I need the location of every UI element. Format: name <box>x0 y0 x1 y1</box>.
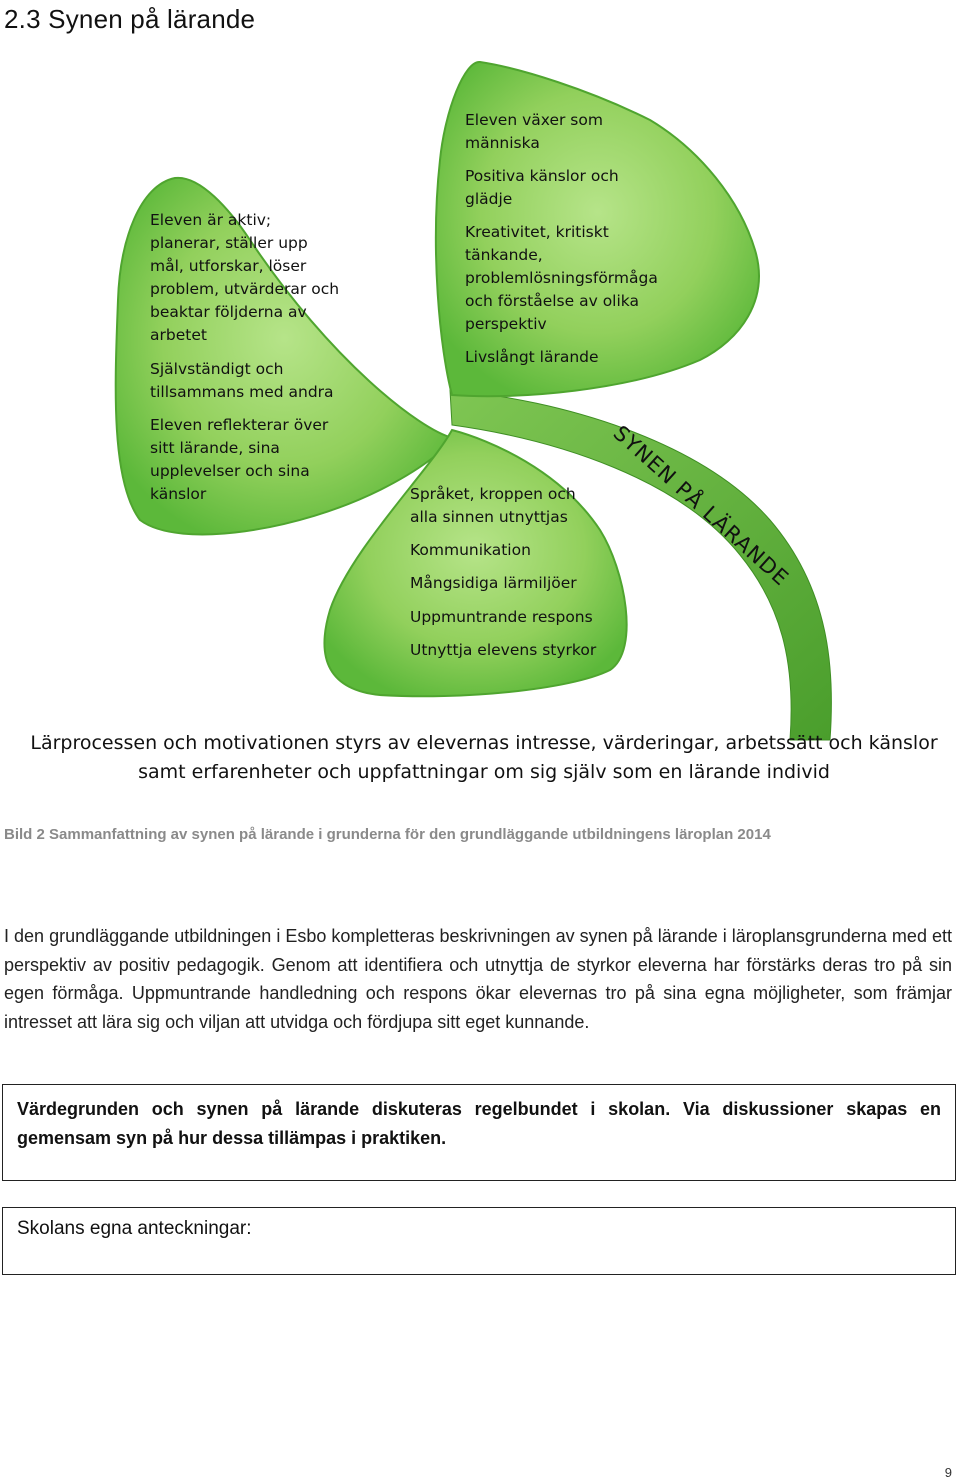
clover-leaf-left <box>116 178 453 535</box>
figure-caption: Bild 2 Sammanfattning av synen på lärande i grunderna för den grundläggande utbildningens läroplan 2014 <box>4 826 771 843</box>
svg-text:människa: människa <box>465 134 540 152</box>
svg-text:sitt lärande, sina: sitt lärande, sina <box>150 439 280 457</box>
svg-text:Självständigt och: Självständigt och <box>150 360 284 378</box>
svg-text:känslor: känslor <box>150 485 207 503</box>
banner-line-1: Lärprocessen och motivationen styrs av elevernas intresse, värderingar, arbetssätt och känslor <box>30 732 938 754</box>
notes-label: Skolans egna anteckningar: <box>17 1218 252 1239</box>
svg-text:problemlösningsförmåga: problemlösningsförmåga <box>465 269 658 287</box>
banner-line-2: samt erfarenheter och uppfattningar om sig själv som en lärande individ <box>138 761 830 783</box>
notes-box[interactable] <box>2 1207 956 1275</box>
highlight-text: Värdegrunden och synen på lärande diskuteras regelbundet i skolan. Via diskussioner skapas en gemensam syn på hur dessa tillämpas i praktiken. <box>17 1099 941 1148</box>
svg-text:Kommunikation: Kommunikation <box>410 541 531 559</box>
section-heading: 2.3 Synen på lärande <box>4 4 256 34</box>
svg-text:Livslångt lärande: Livslångt lärande <box>465 348 599 366</box>
svg-text:tillsammans med andra: tillsammans med andra <box>150 383 334 401</box>
svg-text:Eleven är aktiv;: Eleven är aktiv; <box>150 211 272 229</box>
page-number: 9 <box>944 1465 952 1480</box>
svg-text:arbetet: arbetet <box>150 326 207 344</box>
svg-text:Mångsidiga lärmiljöer: Mångsidiga lärmiljöer <box>410 574 577 592</box>
svg-text:Utnyttja elevens styrkor: Utnyttja elevens styrkor <box>410 641 597 659</box>
svg-text:perspektiv: perspektiv <box>465 315 547 333</box>
svg-text:alla sinnen utnyttjas: alla sinnen utnyttjas <box>410 508 568 526</box>
svg-text:mål, utforskar, löser: mål, utforskar, löser <box>150 257 307 275</box>
svg-text:Språket, kroppen och: Språket, kroppen och <box>410 485 576 503</box>
svg-text:Eleven växer som: Eleven växer som <box>465 111 603 129</box>
svg-text:Eleven reflekterar över: Eleven reflekterar över <box>150 416 329 434</box>
svg-text:planerar, ställer upp: planerar, ställer upp <box>150 234 308 252</box>
svg-text:tänkande,: tänkande, <box>465 246 543 264</box>
highlight-box <box>2 1084 956 1181</box>
svg-text:och förståelse av olika: och förståelse av olika <box>465 292 639 310</box>
svg-text:Positiva känslor och: Positiva känslor och <box>465 167 619 185</box>
svg-text:upplevelser och sina: upplevelser och sina <box>150 462 310 480</box>
svg-text:beaktar följderna av: beaktar följderna av <box>150 303 307 321</box>
svg-text:Uppmuntrande respons: Uppmuntrande respons <box>410 608 593 626</box>
svg-text:Kreativitet, kritiskt: Kreativitet, kritiskt <box>465 223 609 241</box>
clover-figure <box>0 50 960 795</box>
stem-label: SYNEN PÅ LÄRANDE <box>608 420 794 591</box>
svg-text:problem, utvärderar och: problem, utvärderar och <box>150 280 340 298</box>
body-paragraph: I den grundläggande utbildningen i Esbo kompletteras beskrivningen av synen på lärande i läroplansgrunderna med ett perspektiv av positiv pedagogik. Genom att identifiera och utnyttja de styrkor eleverna har förstärks deras tro på sin egen förmåga. Uppmuntrande handledning och respons ökar elevernas tro på sina egna möjligheter, som främjar intresset att lära sig och viljan att utvidga och fördjupa sitt eget kunnande. <box>4 926 952 1032</box>
svg-text:glädje: glädje <box>465 190 513 208</box>
